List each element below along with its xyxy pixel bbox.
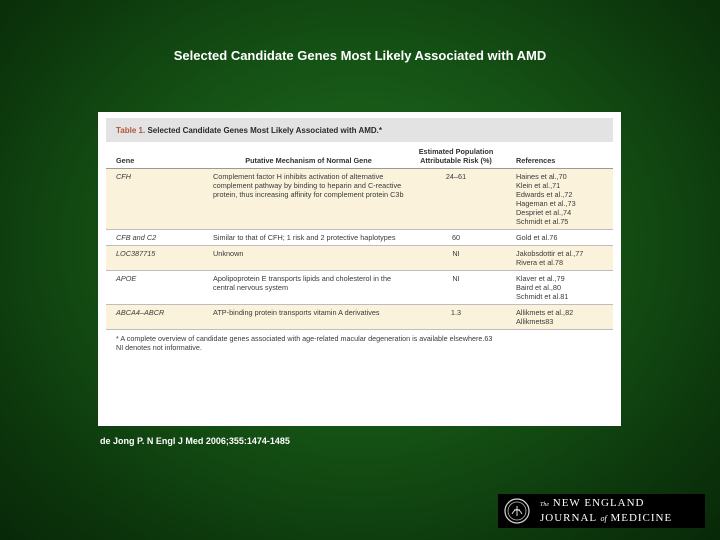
row-risk: NI <box>452 274 460 283</box>
slide-title: Selected Candidate Genes Most Likely Associated with AMD <box>173 48 547 63</box>
table-row <box>106 169 613 230</box>
table-row <box>106 246 613 271</box>
logo-medicine: MEDICINE <box>610 512 673 524</box>
header-mechanism: Putative Mechanism of Normal Gene <box>245 156 372 165</box>
journal-logo <box>498 494 705 528</box>
table-footnote <box>106 330 613 352</box>
reference: Haines et al.,70 <box>516 172 567 181</box>
table-row <box>106 271 613 305</box>
row-risk: NI <box>452 249 460 258</box>
footnote-overview: * A complete overview of candidate genes associated with age-related macular degeneration is available elsewhere.63 <box>116 334 493 343</box>
row-references <box>506 233 607 242</box>
citation: de Jong P. N Engl J Med 2006;355:1474-1485 <box>100 436 290 446</box>
table-image <box>98 112 621 426</box>
table-caption-text: Selected Candidate Genes Most Likely Associated with AMD.* <box>147 126 383 135</box>
table-caption-label: Table 1. <box>116 126 146 135</box>
reference: Jakobsdottir et al.,77 <box>516 249 584 258</box>
journal-name <box>540 497 672 525</box>
row-references <box>506 249 607 267</box>
row-mechanism: Apolipoprotein E transports lipids and cholesterol in the central nervous system <box>213 274 392 292</box>
reference: Schmidt et al.75 <box>516 217 569 226</box>
row-references <box>506 274 607 301</box>
reference: Schmidt et al.81 <box>516 292 569 301</box>
row-gene: CFH <box>116 172 131 181</box>
row-gene: APOE <box>116 274 137 283</box>
row-mechanism: Similar to that of CFH; 1 risk and 2 protective haplotypes <box>213 233 396 242</box>
reference: Allikmets et al.,82 <box>516 308 574 317</box>
reference: Baird et al.,80 <box>516 283 562 292</box>
row-risk: 60 <box>451 233 461 242</box>
logo-the: The <box>540 502 549 508</box>
header-gene: Gene <box>116 156 135 165</box>
reference: Klaver et al.,79 <box>516 274 565 283</box>
row-gene: LOC387715 <box>116 249 156 258</box>
reference: Hageman et al.,73 <box>516 199 576 208</box>
reference: Klein et al.,71 <box>516 181 561 190</box>
reference: Gold et al.76 <box>516 233 558 242</box>
header-risk: Estimated Population Attributable Risk (%) <box>418 147 494 165</box>
row-gene: ABCA4–ABCR <box>116 308 165 317</box>
logo-journal: JOURNAL <box>540 512 597 524</box>
logo-of: of <box>600 514 607 523</box>
table-header <box>106 142 613 169</box>
table-caption <box>106 118 613 142</box>
reference: Despriet et al.,74 <box>516 208 572 217</box>
footnote-ni: NI denotes not informative. <box>116 343 202 352</box>
row-mechanism: Unknown <box>213 249 244 258</box>
reference: Edwards et al.,72 <box>516 190 573 199</box>
journal-seal-icon <box>504 498 530 524</box>
reference: Allikmets83 <box>516 317 554 326</box>
reference: Rivera et al.78 <box>516 258 564 267</box>
row-gene: CFB and C2 <box>116 233 157 242</box>
row-risk: 24–61 <box>445 172 467 181</box>
logo-new-england: NEW ENGLAND <box>552 497 645 509</box>
row-mechanism: ATP-binding protein transports vitamin A derivatives <box>213 308 380 317</box>
table-row <box>106 230 613 246</box>
table-row <box>106 305 613 330</box>
row-risk: 1.3 <box>450 308 462 317</box>
header-references: References <box>516 156 556 165</box>
row-references <box>506 308 607 326</box>
row-mechanism: Complement factor H inhibits activation of alternative complement pathway by binding to heparin and C-reactive protein, thus increasing affinity for complement protein C3b <box>213 172 404 199</box>
row-references <box>506 172 607 226</box>
